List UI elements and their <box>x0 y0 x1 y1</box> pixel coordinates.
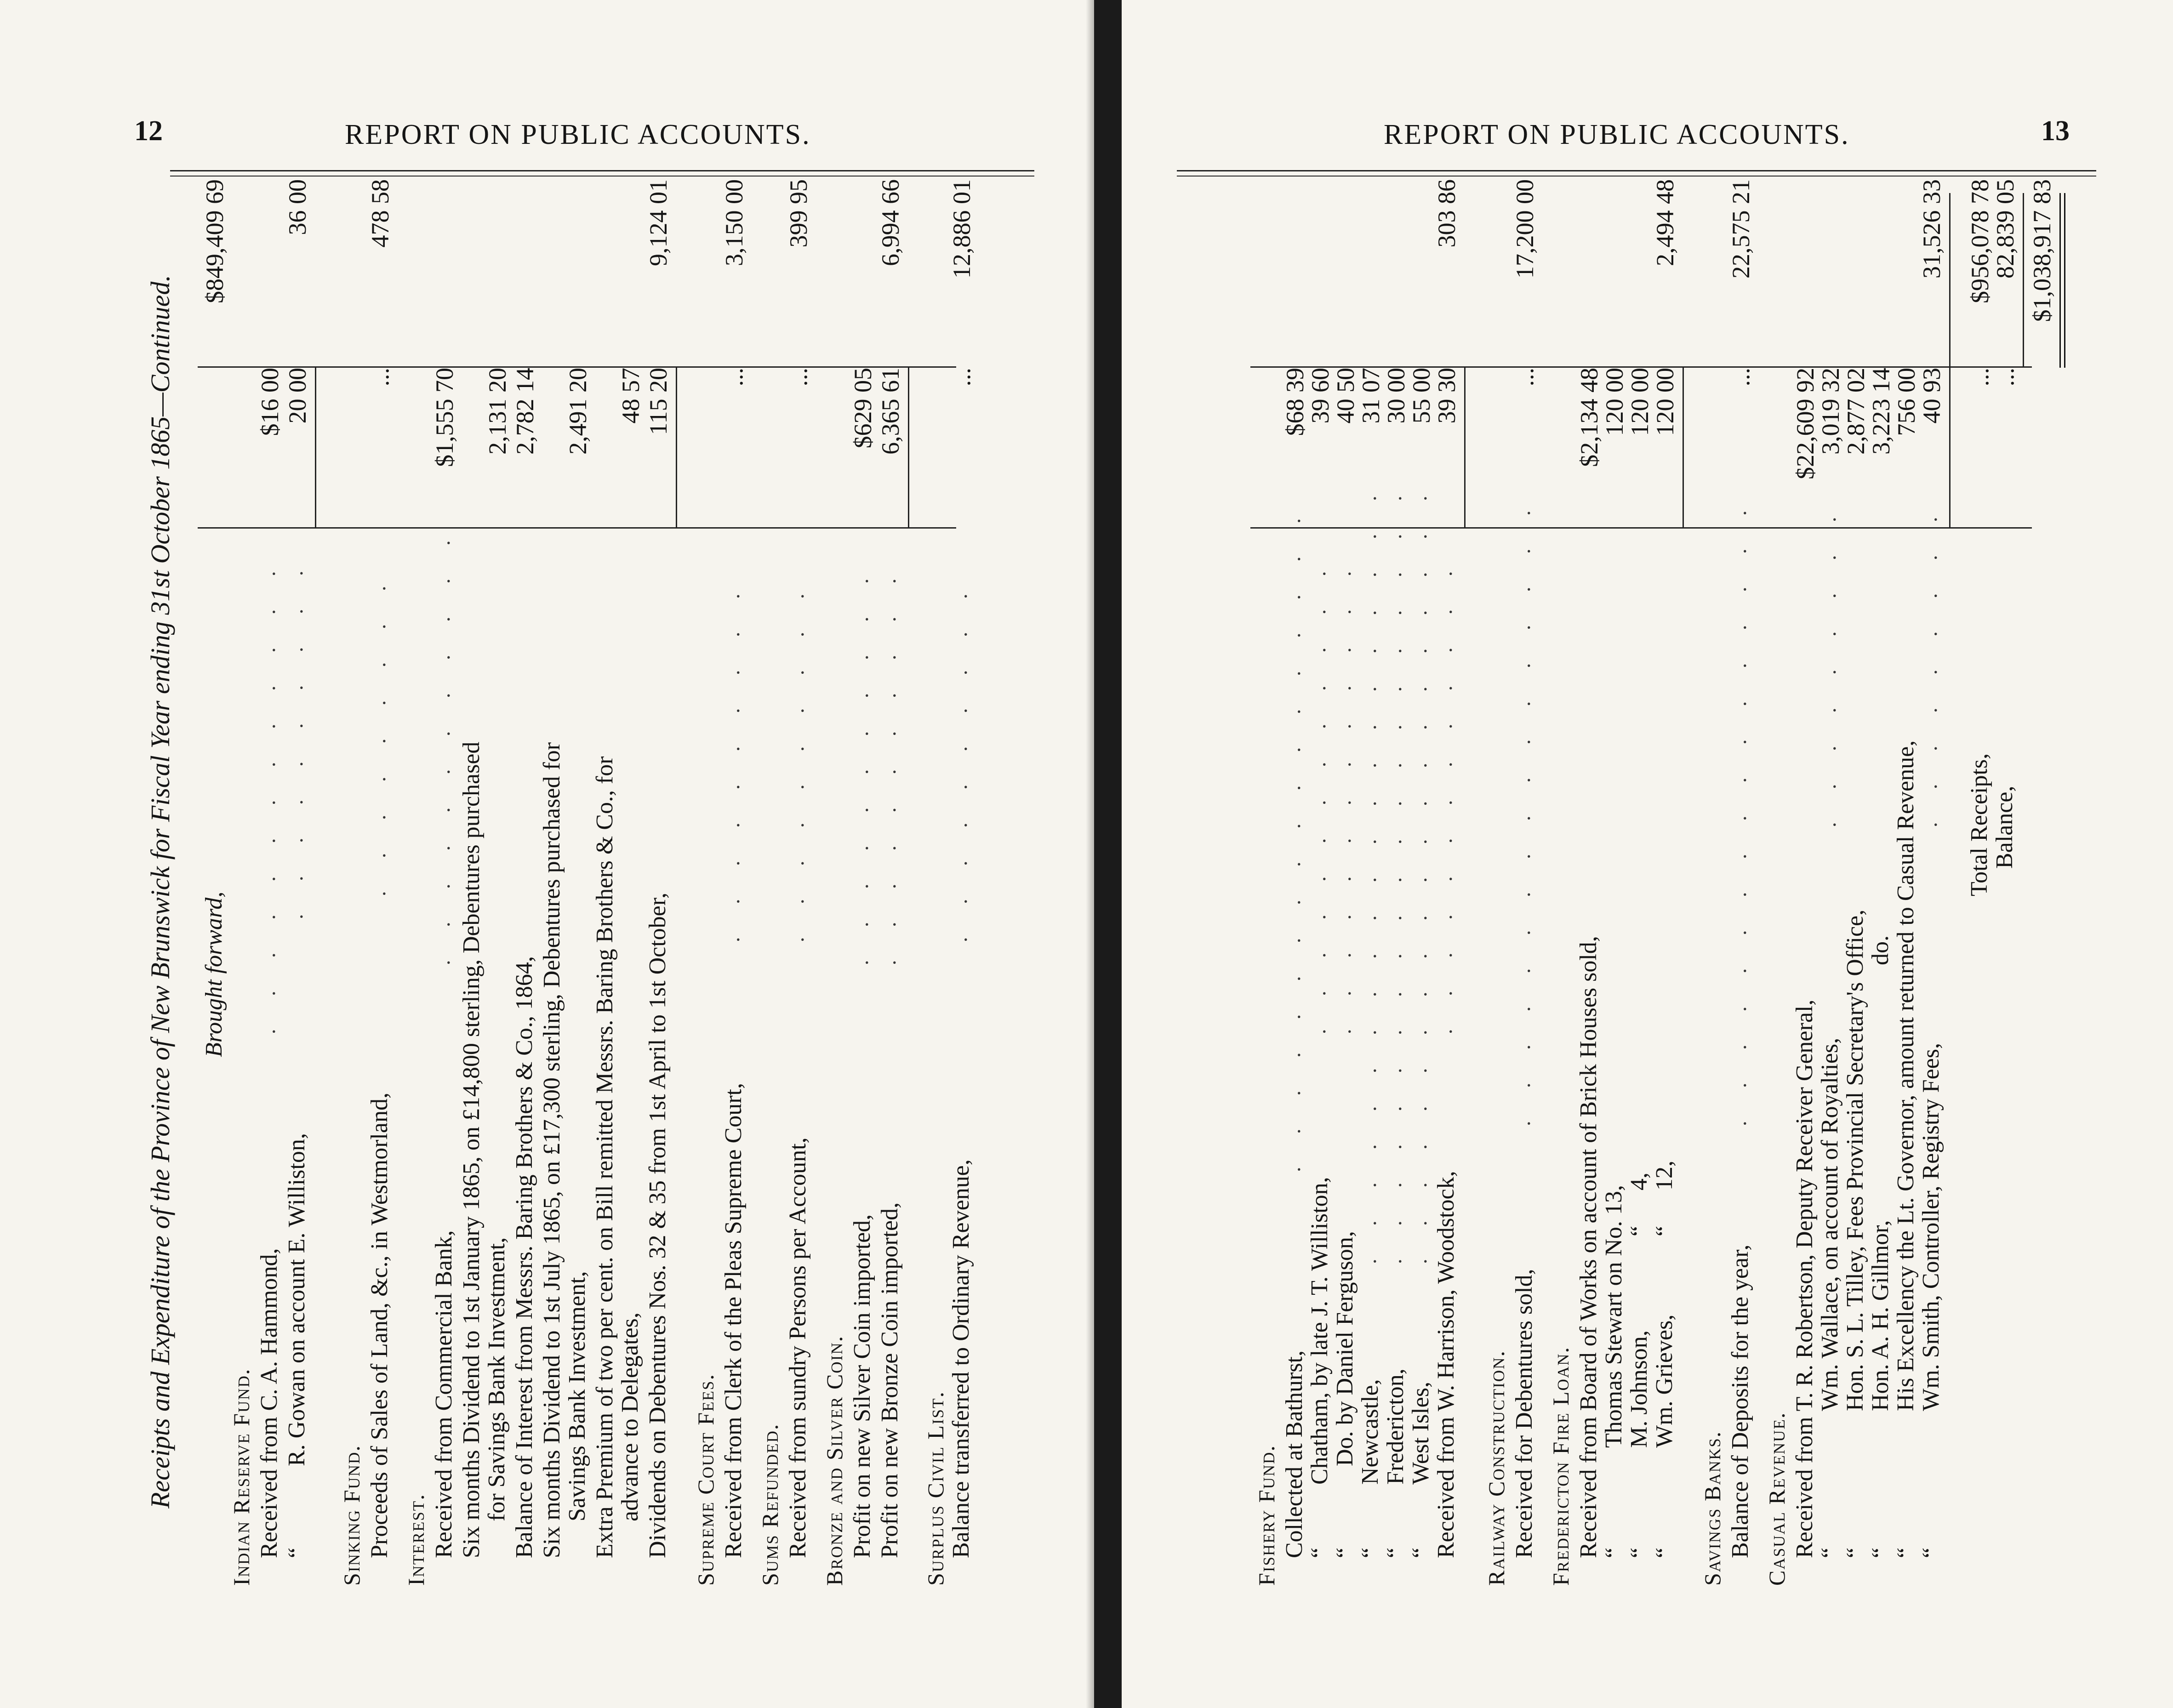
section-total: 3,150 00 <box>720 179 748 266</box>
entry-text: Wm. Smith, Controller, Registry Fees, <box>1918 1043 1944 1411</box>
leader-dots: . . . . . . . . . . . . . . . . . <box>1511 496 1534 1126</box>
entry-text: Received from Clerk of the Pleas Supreme Court, <box>720 1083 747 1558</box>
page-number-left: 12 <box>134 115 163 147</box>
leader-dots: . . . . . . . . . . . . . <box>1433 557 1456 1034</box>
entry-text-cont: for Savings Bank Investment, <box>484 1237 510 1521</box>
entry-text-cont: Savings Bank Investment, <box>564 1271 590 1521</box>
leader-dots: . . . . . . . . . . . <box>849 564 873 965</box>
leader-dots: . . . . . . . . . . . . . <box>1332 557 1355 1034</box>
section-heading: Indian Reserve Fund. <box>228 1368 254 1586</box>
entry-text: Fredericton, <box>1382 1368 1409 1485</box>
entry-text: Balance of Interest from Messrs. Baring Brothers & Co., 1864, <box>511 956 537 1558</box>
entry-amount: 20 00 <box>284 368 311 424</box>
header-rule <box>170 170 1034 171</box>
header-rule <box>1177 170 2096 171</box>
book-gutter <box>1094 0 1122 1708</box>
leader-dots: . . . . . . . . . . <box>785 580 808 942</box>
entry-amount: 48 57 <box>617 368 644 424</box>
total-rule <box>2023 193 2024 368</box>
entry-amount: 2,782 14 <box>511 368 539 455</box>
entry-text: Hon. S. L. Tilley, Fees Provincial Secretary's Office, <box>1842 909 1868 1411</box>
left-table <box>145 179 1021 1586</box>
section-total: 9,124 01 <box>644 179 672 266</box>
double-rule-bottom <box>2064 193 2065 368</box>
leader-dots: . . . . . . . . . . . . <box>431 526 454 965</box>
section-heading: Supreme Court Fees. <box>693 1373 719 1586</box>
section-total: 22,575 21 <box>1727 179 1755 279</box>
ditto-mark: “ <box>1626 1547 1652 1558</box>
entry-amount: $2,134 48 <box>1575 368 1603 467</box>
entry-text: Do. by Daniel Ferguson, <box>1332 1231 1358 1466</box>
section-total: 17,200 00 <box>1511 179 1539 279</box>
entry-text: Six months Dividend to 1st July 1865, on £17,300 sterling, Debentures purchased for <box>539 742 565 1558</box>
section-total: 2,494 48 <box>1651 179 1679 266</box>
entry-amount: $16 00 <box>256 368 284 436</box>
entry-text: Received for Debentures sold, <box>1511 1269 1537 1558</box>
subtotal-rule <box>315 368 316 529</box>
total-receipts-label: Total Receipts, <box>1966 753 1992 896</box>
section-heading: Sinking Fund. <box>339 1445 365 1586</box>
entry-amount: $629 05 <box>849 368 877 449</box>
subtotal-rule <box>1464 368 1466 529</box>
entry-amount: 120 00 <box>1651 368 1679 436</box>
leader-dots: . . . . . . . . . . <box>284 557 307 919</box>
entry-amount: 2,491 20 <box>564 368 592 455</box>
entry-text: Received from Commercial Bank, <box>431 1230 457 1558</box>
leader-dots: . . . . . . . . . . . . . . . . . . . . . <box>1408 482 1431 1264</box>
ditto-mark: “ <box>1867 1547 1894 1558</box>
entry-amount: 39 30 <box>1433 368 1460 424</box>
entry-number: 4, <box>1626 1173 1652 1190</box>
entry-text: Received from W. Harrison, Woodstock, <box>1433 1171 1459 1558</box>
entry-amount: 756 00 <box>1893 368 1920 436</box>
entry-ditto: do. <box>1867 935 1894 965</box>
entry-text: Received from T. R. Robertson, Deputy Receiver General, <box>1791 999 1818 1558</box>
table-caption: Receipts and Expenditure of the Province of New Brunswick for Fiscal Year ending 31st October 1865—Continued. <box>145 275 175 1509</box>
entry-text: Balance of Deposits for the year, <box>1727 1244 1753 1558</box>
section-heading: Fredericton Fire Loan. <box>1548 1346 1574 1586</box>
entry-amount: 31 07 <box>1357 368 1385 424</box>
entry-amount: 39 60 <box>1306 368 1334 424</box>
entry-amount: 120 00 <box>1601 368 1628 436</box>
brought-forward-label: Brought forward, <box>201 891 227 1057</box>
right-page <box>1122 0 2173 1708</box>
entry-text: Thomas Stewart on No. 13, <box>1601 1185 1627 1448</box>
section-total: 303 86 <box>1433 179 1460 248</box>
entry-number: 12, <box>1651 1161 1677 1190</box>
leader-dots: . . . . . . . . . . . . . . . . . <box>1727 496 1751 1126</box>
entry-text: M. Johnson, <box>1626 1330 1652 1448</box>
grand-total-amount: $1,038,917 83 <box>2028 179 2056 322</box>
section-total: 478 58 <box>366 179 394 248</box>
subtotal-rule <box>908 368 909 529</box>
entry-amount: ... <box>948 368 975 387</box>
entry-amount: $1,555 70 <box>431 368 458 467</box>
leader-dots: . . . . . . . . . <box>1817 503 1840 827</box>
total-receipts-amount: $956,078 78 <box>1966 179 1994 303</box>
leader-dots: . . . . . . . . . <box>1918 503 1941 827</box>
entry-text: Profit on new Bronze Coin imported, <box>877 1202 903 1558</box>
page-number-right: 13 <box>2041 115 2070 147</box>
entry-text: Received from sundry Persons per Account, <box>785 1137 811 1558</box>
section-heading: Bronze and Silver Coin. <box>821 1335 847 1586</box>
leader-dots: . . . . . . . . . . . . . <box>1306 557 1330 1034</box>
entry-text: Newcastle, <box>1357 1379 1383 1485</box>
entry-amount: 2,877 02 <box>1842 368 1870 455</box>
brought-forward-amount: $849,409 69 <box>201 179 228 303</box>
section-total: 6,994 66 <box>877 179 904 266</box>
entry-text: Dividends on Debentures Nos. 32 & 35 from 1st April to 1st October, <box>644 893 671 1558</box>
entry-amount: 40 50 <box>1332 368 1359 424</box>
section-total: 36 00 <box>284 179 311 235</box>
right-table <box>1237 179 2110 1586</box>
ditto-mark: “ <box>1382 1547 1409 1558</box>
balance-amount: 82,839 05 <box>1991 179 2019 279</box>
running-head-left: REPORT ON PUBLIC ACCOUNTS. <box>345 119 811 150</box>
entry-text: Received from C. A. Hammond, <box>256 1248 282 1558</box>
entry-text: Received from Board of Works on account of Brick Houses sold, <box>1575 936 1602 1558</box>
section-heading: Casual Revenue. <box>1764 1412 1790 1586</box>
entry-text-cont: advance to Delegates, <box>617 1312 643 1521</box>
entry-text: Collected at Bathurst, <box>1281 1350 1307 1558</box>
entry-amount: 2,131 20 <box>484 368 511 455</box>
entry-amount: 3,223 14 <box>1867 368 1895 455</box>
column-rule-items <box>198 527 956 529</box>
entry-amount: 30 00 <box>1382 368 1410 424</box>
leader-dots: . . . . . . . . . . . . . <box>256 557 279 1034</box>
balance-label: Balance, <box>1991 786 2018 869</box>
entry-amount: ... <box>1727 368 1755 387</box>
subtotal-rule <box>676 368 677 529</box>
entry-text: Wm. Wallace, on account of Royalties, <box>1817 1037 1843 1411</box>
entry-text: Proceeds of Sales of Land, &c., in Westmorland, <box>366 1093 393 1558</box>
entry-amount: ... <box>720 368 748 387</box>
ditto-mark: “ <box>1332 1547 1358 1558</box>
section-heading: Interest. <box>403 1493 429 1586</box>
entry-amount: $68 39 <box>1281 368 1309 436</box>
entry-amount: 6,365 61 <box>877 368 904 455</box>
ditto-mark: “ <box>1601 1547 1627 1558</box>
entry-amount: 3,019 32 <box>1817 368 1844 455</box>
entry-text: Balance transferred to Ordinary Revenue, <box>948 1159 974 1558</box>
ditto-mark: “ <box>1408 1547 1434 1558</box>
entry-amount: ... <box>785 368 812 387</box>
entry-text: West Isles, <box>1408 1382 1434 1485</box>
running-head-right: REPORT ON PUBLIC ACCOUNTS. <box>1384 119 1850 150</box>
section-total: 31,526 33 <box>1918 179 1945 279</box>
ditto-mark: “ <box>1651 1547 1677 1558</box>
ditto-mark: “ <box>1842 1547 1868 1558</box>
subtotal-rule <box>1949 368 1951 529</box>
ditto-mark: “ <box>1357 1547 1383 1558</box>
entry-amount: ... <box>1511 368 1539 387</box>
entry-text: Wm. Grieves, <box>1651 1314 1677 1448</box>
entry-text: R. Gowan on account E. Williston, <box>284 1133 310 1466</box>
ditto-mark: “ <box>1626 1225 1652 1236</box>
ditto-mark: “ <box>1893 1547 1919 1558</box>
section-heading: Savings Banks. <box>1700 1430 1725 1586</box>
section-heading: Fishery Fund. <box>1254 1445 1279 1586</box>
entry-text: Profit on new Silver Coin imported, <box>849 1214 875 1558</box>
ditto-mark: “ <box>284 1547 310 1558</box>
leader-dots: . . . . . . . . . . . . . . . . . . . . . <box>1382 482 1406 1264</box>
balance-dots: ... <box>1991 368 2019 387</box>
subtotal-rule <box>1683 368 1684 529</box>
leader-dots: . . . . . . . . . . <box>720 580 744 942</box>
leader-dots: . . . . . . . . . <box>366 572 390 896</box>
section-heading: Railway Construction. <box>1483 1350 1509 1586</box>
ditto-mark: “ <box>1918 1547 1944 1558</box>
entry-amount: 115 20 <box>644 368 672 435</box>
ditto-mark: “ <box>1651 1225 1677 1236</box>
entry-amount: 120 00 <box>1626 368 1654 436</box>
entry-amount: ... <box>366 368 394 387</box>
section-total: 12,886 01 <box>948 179 975 279</box>
entry-amount: 55 00 <box>1408 368 1435 424</box>
leader-dots: . . . . . . . . . . . . . . . . . . . . . <box>1357 482 1380 1264</box>
ditto-mark: “ <box>1306 1547 1333 1558</box>
ditto-mark: “ <box>1817 1547 1843 1558</box>
leader-dots: . . . . . . . . . . <box>948 580 971 942</box>
entry-amount: $22,609 92 <box>1791 368 1819 479</box>
entry-text: Six months Dividend to 1st January 1865, on £14,800 sterling, Debentures purchased <box>458 741 485 1558</box>
subtotal-rule <box>1949 193 1951 368</box>
leader-dots: . . . . . . . . . . . . . . . . . . <box>1281 504 1305 1172</box>
entry-amount: 40 93 <box>1918 368 1945 424</box>
entry-text: Chatham, by late J. T. Williston, <box>1306 1177 1333 1485</box>
entry-text: Extra Premium of two per cent. on Bill remitted Messrs. Baring Brothers & Co., for <box>592 756 618 1558</box>
section-total: 399 95 <box>785 179 812 248</box>
section-heading: Surplus Civil List. <box>923 1391 948 1586</box>
entry-text: Hon. A. H. Gillmor, <box>1867 1220 1894 1411</box>
leader-dots: . . . . . . . . . . . <box>877 564 900 965</box>
double-rule-top <box>2059 193 2061 368</box>
section-heading: Sums Refunded. <box>757 1423 783 1586</box>
entry-text: His Excellency the Lt. Governor, amount returned to Casual Revenue, <box>1893 740 1919 1411</box>
total-dots: ... <box>1966 368 1994 387</box>
